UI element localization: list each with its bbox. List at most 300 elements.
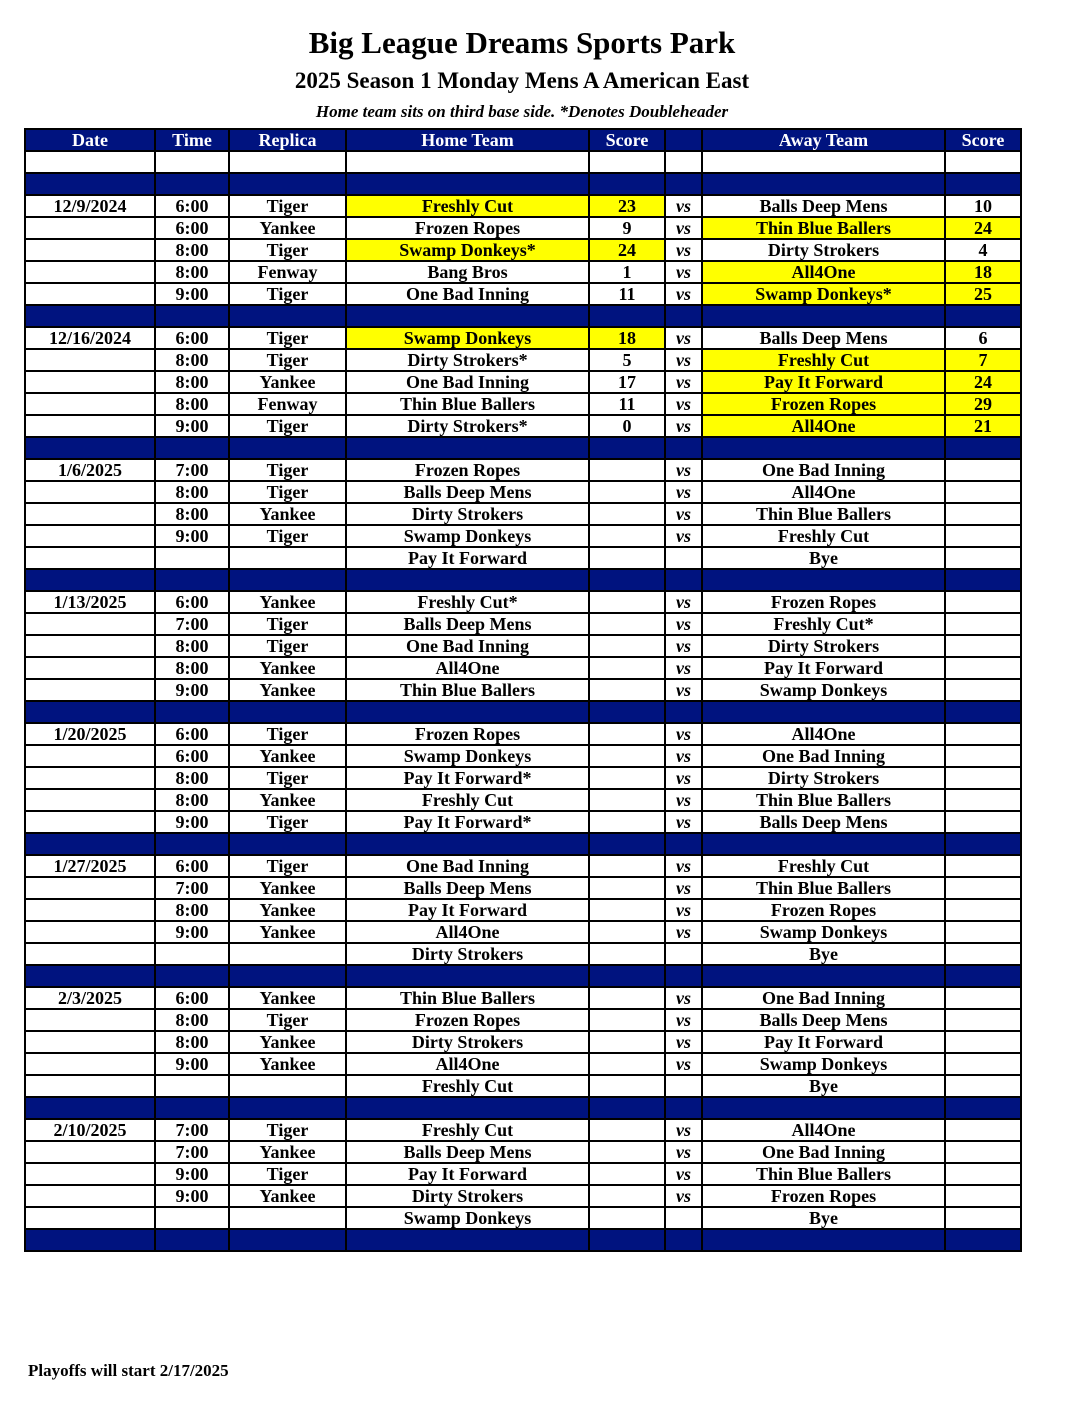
vs-cell: vs	[665, 1163, 702, 1185]
date-cell	[25, 481, 155, 503]
replica-cell: Yankee	[229, 899, 346, 921]
vs-cell: vs	[665, 635, 702, 657]
game-row	[25, 261, 1021, 283]
replica-cell: Tiger	[229, 195, 346, 217]
time-cell: 6:00	[155, 591, 229, 613]
home-score-cell: 0	[589, 415, 665, 437]
time-cell: 6:00	[155, 327, 229, 349]
time-cell: 9:00	[155, 1163, 229, 1185]
game-row	[25, 415, 1021, 437]
away-team-cell: Dirty Strokers	[702, 635, 945, 657]
date-cell	[25, 899, 155, 921]
replica-cell: Yankee	[229, 1141, 346, 1163]
game-row	[25, 217, 1021, 239]
time-cell: 9:00	[155, 283, 229, 305]
home-team-cell: All4One	[346, 921, 589, 943]
replica-cell	[229, 437, 346, 459]
away-score-cell: 29	[945, 393, 1021, 415]
column-header-away-score: Score	[945, 129, 1021, 151]
away-score-cell	[945, 481, 1021, 503]
vs-cell	[665, 701, 702, 723]
replica-cell: Yankee	[229, 987, 346, 1009]
away-score-cell	[945, 613, 1021, 635]
replica-cell: Yankee	[229, 1053, 346, 1075]
time-cell: 8:00	[155, 261, 229, 283]
time-cell: 9:00	[155, 1053, 229, 1075]
date-cell	[25, 1207, 155, 1229]
home-team-cell: Freshly Cut	[346, 195, 589, 217]
replica-cell: Fenway	[229, 261, 346, 283]
game-row	[25, 657, 1021, 679]
home-team-cell: Freshly Cut	[346, 1119, 589, 1141]
away-team-cell	[702, 1229, 945, 1251]
header-row	[25, 129, 1021, 151]
away-team-cell: Frozen Ropes	[702, 1185, 945, 1207]
time-cell: 7:00	[155, 1141, 229, 1163]
time-cell	[155, 833, 229, 855]
time-cell	[155, 1097, 229, 1119]
replica-cell	[229, 569, 346, 591]
column-header-replica: Replica	[229, 129, 346, 151]
week-separator-row	[25, 173, 1021, 195]
away-team-cell	[702, 151, 945, 173]
date-cell: 1/20/2025	[25, 723, 155, 745]
away-team-cell: Freshly Cut	[702, 525, 945, 547]
date-cell	[25, 1229, 155, 1251]
game-row	[25, 767, 1021, 789]
away-team-cell: Freshly Cut	[702, 349, 945, 371]
week-separator-row	[25, 569, 1021, 591]
home-team-cell	[346, 151, 589, 173]
home-team-cell: Pay It Forward	[346, 1163, 589, 1185]
time-cell: 8:00	[155, 767, 229, 789]
game-row	[25, 987, 1021, 1009]
date-cell	[25, 657, 155, 679]
time-cell: 7:00	[155, 1119, 229, 1141]
replica-cell: Tiger	[229, 855, 346, 877]
replica-cell	[229, 1075, 346, 1097]
replica-cell	[229, 701, 346, 723]
away-team-cell: Swamp Donkeys*	[702, 283, 945, 305]
game-row	[25, 525, 1021, 547]
home-team-cell: Dirty Strokers	[346, 1031, 589, 1053]
away-score-cell	[945, 767, 1021, 789]
date-cell	[25, 239, 155, 261]
away-score-cell	[945, 569, 1021, 591]
away-score-cell	[945, 305, 1021, 327]
away-score-cell	[945, 679, 1021, 701]
away-team-cell: Pay It Forward	[702, 371, 945, 393]
replica-cell: Yankee	[229, 1031, 346, 1053]
date-cell	[25, 173, 155, 195]
away-score-cell	[945, 151, 1021, 173]
vs-cell	[665, 965, 702, 987]
blank-row	[25, 151, 1021, 173]
vs-cell: vs	[665, 745, 702, 767]
home-team-cell: Frozen Ropes	[346, 459, 589, 481]
away-score-cell	[945, 1097, 1021, 1119]
time-cell: 8:00	[155, 657, 229, 679]
date-cell	[25, 679, 155, 701]
replica-cell	[229, 833, 346, 855]
game-row	[25, 1141, 1021, 1163]
game-row	[25, 613, 1021, 635]
vs-cell	[665, 1097, 702, 1119]
vs-cell: vs	[665, 899, 702, 921]
vs-cell	[665, 943, 702, 965]
away-team-cell	[702, 173, 945, 195]
home-team-cell: Swamp Donkeys	[346, 1207, 589, 1229]
time-cell: 8:00	[155, 503, 229, 525]
away-score-cell	[945, 1053, 1021, 1075]
date-cell	[25, 1075, 155, 1097]
vs-cell: vs	[665, 591, 702, 613]
date-cell	[25, 635, 155, 657]
game-row	[25, 789, 1021, 811]
away-team-cell: One Bad Inning	[702, 459, 945, 481]
home-score-cell	[589, 833, 665, 855]
vs-cell	[665, 547, 702, 569]
date-cell	[25, 525, 155, 547]
vs-cell: vs	[665, 503, 702, 525]
vs-cell: vs	[665, 1053, 702, 1075]
vs-cell: vs	[665, 1009, 702, 1031]
time-cell: 7:00	[155, 877, 229, 899]
time-cell: 6:00	[155, 745, 229, 767]
date-cell	[25, 877, 155, 899]
game-row	[25, 1163, 1021, 1185]
away-team-cell: Thin Blue Ballers	[702, 503, 945, 525]
time-cell	[155, 569, 229, 591]
playoffs-note: Playoffs will start 2/17/2025	[28, 1361, 229, 1380]
date-cell	[25, 349, 155, 371]
home-team-cell: One Bad Inning	[346, 283, 589, 305]
vs-cell: vs	[665, 987, 702, 1009]
away-team-cell: Swamp Donkeys	[702, 921, 945, 943]
replica-cell: Tiger	[229, 723, 346, 745]
replica-cell: Fenway	[229, 393, 346, 415]
replica-cell	[229, 305, 346, 327]
game-row	[25, 591, 1021, 613]
home-team-cell: Balls Deep Mens	[346, 1141, 589, 1163]
time-cell: 8:00	[155, 635, 229, 657]
away-team-cell: Dirty Strokers	[702, 239, 945, 261]
home-score-cell	[589, 1185, 665, 1207]
home-team-cell	[346, 173, 589, 195]
date-cell: 1/6/2025	[25, 459, 155, 481]
date-cell: 1/27/2025	[25, 855, 155, 877]
date-cell	[25, 921, 155, 943]
time-cell: 8:00	[155, 1009, 229, 1031]
away-team-cell: Balls Deep Mens	[702, 195, 945, 217]
replica-cell: Tiger	[229, 283, 346, 305]
home-score-cell: 11	[589, 283, 665, 305]
game-row	[25, 1119, 1021, 1141]
home-team-cell: Swamp Donkeys	[346, 525, 589, 547]
replica-cell: Tiger	[229, 349, 346, 371]
vs-cell	[665, 151, 702, 173]
home-score-cell	[589, 943, 665, 965]
vs-cell: vs	[665, 613, 702, 635]
game-row	[25, 393, 1021, 415]
vs-cell	[665, 569, 702, 591]
home-score-cell	[589, 1031, 665, 1053]
away-team-cell	[702, 305, 945, 327]
date-cell: 2/3/2025	[25, 987, 155, 1009]
vs-cell	[665, 1075, 702, 1097]
replica-cell: Tiger	[229, 1119, 346, 1141]
home-score-cell	[589, 525, 665, 547]
time-cell: 7:00	[155, 459, 229, 481]
game-row	[25, 239, 1021, 261]
schedule-table	[24, 128, 1022, 1252]
away-score-cell	[945, 437, 1021, 459]
time-cell	[155, 305, 229, 327]
away-team-cell: Pay It Forward	[702, 657, 945, 679]
home-score-cell: 17	[589, 371, 665, 393]
week-separator-row	[25, 1229, 1021, 1251]
away-score-cell	[945, 1163, 1021, 1185]
time-cell	[155, 173, 229, 195]
home-score-cell: 23	[589, 195, 665, 217]
date-cell	[25, 1185, 155, 1207]
replica-cell: Tiger	[229, 613, 346, 635]
time-cell	[155, 151, 229, 173]
home-score-cell	[589, 1075, 665, 1097]
home-team-cell: Dirty Strokers*	[346, 349, 589, 371]
time-cell: 9:00	[155, 921, 229, 943]
replica-cell	[229, 173, 346, 195]
away-score-cell	[945, 789, 1021, 811]
replica-cell: Yankee	[229, 217, 346, 239]
home-score-cell	[589, 965, 665, 987]
time-cell	[155, 1075, 229, 1097]
home-team-cell: Pay It Forward*	[346, 811, 589, 833]
vs-cell: vs	[665, 1119, 702, 1141]
vs-cell: vs	[665, 1185, 702, 1207]
away-team-cell	[702, 1097, 945, 1119]
away-score-cell	[945, 459, 1021, 481]
home-score-cell	[589, 547, 665, 569]
away-team-cell: Balls Deep Mens	[702, 811, 945, 833]
home-team-cell: Balls Deep Mens	[346, 613, 589, 635]
away-team-cell: Swamp Donkeys	[702, 1053, 945, 1075]
column-header-away-team: Away Team	[702, 129, 945, 151]
home-team-cell	[346, 305, 589, 327]
replica-cell: Tiger	[229, 239, 346, 261]
vs-cell: vs	[665, 415, 702, 437]
replica-cell	[229, 547, 346, 569]
date-cell	[25, 393, 155, 415]
time-cell: 9:00	[155, 525, 229, 547]
replica-cell: Tiger	[229, 1163, 346, 1185]
home-team-cell: Dirty Strokers	[346, 943, 589, 965]
away-team-cell: One Bad Inning	[702, 745, 945, 767]
away-score-cell	[945, 1141, 1021, 1163]
home-team-cell: Frozen Ropes	[346, 217, 589, 239]
home-team-cell: Freshly Cut	[346, 789, 589, 811]
date-cell	[25, 943, 155, 965]
vs-cell: vs	[665, 789, 702, 811]
home-team-cell: Frozen Ropes	[346, 1009, 589, 1031]
home-score-cell	[589, 877, 665, 899]
time-cell: 6:00	[155, 217, 229, 239]
away-score-cell	[945, 965, 1021, 987]
home-team-cell: Swamp Donkeys	[346, 327, 589, 349]
date-cell	[25, 767, 155, 789]
home-team-cell: Balls Deep Mens	[346, 877, 589, 899]
game-row	[25, 921, 1021, 943]
date-cell	[25, 965, 155, 987]
time-cell	[155, 547, 229, 569]
game-row	[25, 1053, 1021, 1075]
game-row	[25, 1185, 1021, 1207]
away-team-cell: Thin Blue Ballers	[702, 789, 945, 811]
home-team-cell: Frozen Ropes	[346, 723, 589, 745]
time-cell: 6:00	[155, 987, 229, 1009]
date-cell	[25, 613, 155, 635]
time-cell: 6:00	[155, 855, 229, 877]
away-score-cell	[945, 701, 1021, 723]
replica-cell: Tiger	[229, 1009, 346, 1031]
time-cell	[155, 1229, 229, 1251]
home-score-cell	[589, 503, 665, 525]
game-row	[25, 283, 1021, 305]
away-score-cell: 6	[945, 327, 1021, 349]
away-team-cell: One Bad Inning	[702, 987, 945, 1009]
vs-cell: vs	[665, 217, 702, 239]
game-row	[25, 327, 1021, 349]
home-team-cell: One Bad Inning	[346, 855, 589, 877]
away-team-cell	[702, 569, 945, 591]
home-score-cell	[589, 1009, 665, 1031]
home-team-cell: Thin Blue Ballers	[346, 393, 589, 415]
week-separator-row	[25, 305, 1021, 327]
replica-cell	[229, 1207, 346, 1229]
time-cell: 8:00	[155, 349, 229, 371]
home-score-cell: 5	[589, 349, 665, 371]
time-cell	[155, 701, 229, 723]
away-score-cell	[945, 591, 1021, 613]
home-team-cell: Freshly Cut	[346, 1075, 589, 1097]
date-cell: 12/16/2024	[25, 327, 155, 349]
time-cell: 6:00	[155, 195, 229, 217]
away-team-cell: Thin Blue Ballers	[702, 877, 945, 899]
time-cell: 8:00	[155, 371, 229, 393]
date-cell	[25, 217, 155, 239]
time-cell	[155, 1207, 229, 1229]
home-score-cell	[589, 591, 665, 613]
game-row	[25, 459, 1021, 481]
vs-cell	[665, 173, 702, 195]
replica-cell: Tiger	[229, 415, 346, 437]
replica-cell: Tiger	[229, 459, 346, 481]
vs-cell: vs	[665, 921, 702, 943]
away-score-cell	[945, 833, 1021, 855]
home-team-cell: Thin Blue Ballers	[346, 679, 589, 701]
vs-cell: vs	[665, 239, 702, 261]
replica-cell: Yankee	[229, 591, 346, 613]
vs-cell: vs	[665, 393, 702, 415]
home-score-cell	[589, 679, 665, 701]
away-team-cell: All4One	[702, 261, 945, 283]
date-cell	[25, 745, 155, 767]
vs-cell: vs	[665, 371, 702, 393]
away-team-cell: All4One	[702, 723, 945, 745]
vs-cell: vs	[665, 1031, 702, 1053]
date-cell	[25, 789, 155, 811]
home-score-cell	[589, 701, 665, 723]
game-row	[25, 943, 1021, 965]
time-cell: 8:00	[155, 393, 229, 415]
away-score-cell	[945, 987, 1021, 1009]
away-score-cell	[945, 1119, 1021, 1141]
away-score-cell: 24	[945, 217, 1021, 239]
time-cell: 8:00	[155, 1031, 229, 1053]
away-score-cell	[945, 657, 1021, 679]
date-cell	[25, 415, 155, 437]
date-cell	[25, 833, 155, 855]
time-cell	[155, 965, 229, 987]
away-score-cell: 7	[945, 349, 1021, 371]
column-header-date: Date	[25, 129, 155, 151]
replica-cell: Tiger	[229, 767, 346, 789]
time-cell: 8:00	[155, 899, 229, 921]
home-team-cell: Dirty Strokers*	[346, 415, 589, 437]
game-row	[25, 855, 1021, 877]
column-header-vs	[665, 129, 702, 151]
home-score-cell: 1	[589, 261, 665, 283]
date-cell	[25, 1141, 155, 1163]
vs-cell: vs	[665, 459, 702, 481]
date-cell: 12/9/2024	[25, 195, 155, 217]
vs-cell: vs	[665, 195, 702, 217]
replica-cell: Yankee	[229, 371, 346, 393]
game-row	[25, 1075, 1021, 1097]
home-score-cell	[589, 987, 665, 1009]
home-team-cell: Dirty Strokers	[346, 503, 589, 525]
time-cell: 7:00	[155, 613, 229, 635]
home-score-cell	[589, 459, 665, 481]
home-score-cell	[589, 899, 665, 921]
time-cell: 9:00	[155, 679, 229, 701]
away-score-cell	[945, 547, 1021, 569]
away-score-cell	[945, 1185, 1021, 1207]
home-score-cell	[589, 1229, 665, 1251]
time-cell: 8:00	[155, 481, 229, 503]
vs-cell	[665, 1207, 702, 1229]
vs-cell: vs	[665, 877, 702, 899]
date-cell: 2/10/2025	[25, 1119, 155, 1141]
replica-cell: Yankee	[229, 503, 346, 525]
date-cell	[25, 1009, 155, 1031]
replica-cell: Yankee	[229, 657, 346, 679]
game-row	[25, 1207, 1021, 1229]
home-score-cell	[589, 811, 665, 833]
game-row	[25, 349, 1021, 371]
away-team-cell: Bye	[702, 943, 945, 965]
replica-cell: Tiger	[229, 635, 346, 657]
replica-cell: Yankee	[229, 789, 346, 811]
home-team-cell: All4One	[346, 1053, 589, 1075]
away-team-cell: All4One	[702, 1119, 945, 1141]
vs-cell	[665, 305, 702, 327]
away-score-cell	[945, 899, 1021, 921]
away-team-cell: Frozen Ropes	[702, 393, 945, 415]
home-score-cell	[589, 173, 665, 195]
away-score-cell	[945, 1009, 1021, 1031]
home-team-cell: Swamp Donkeys*	[346, 239, 589, 261]
